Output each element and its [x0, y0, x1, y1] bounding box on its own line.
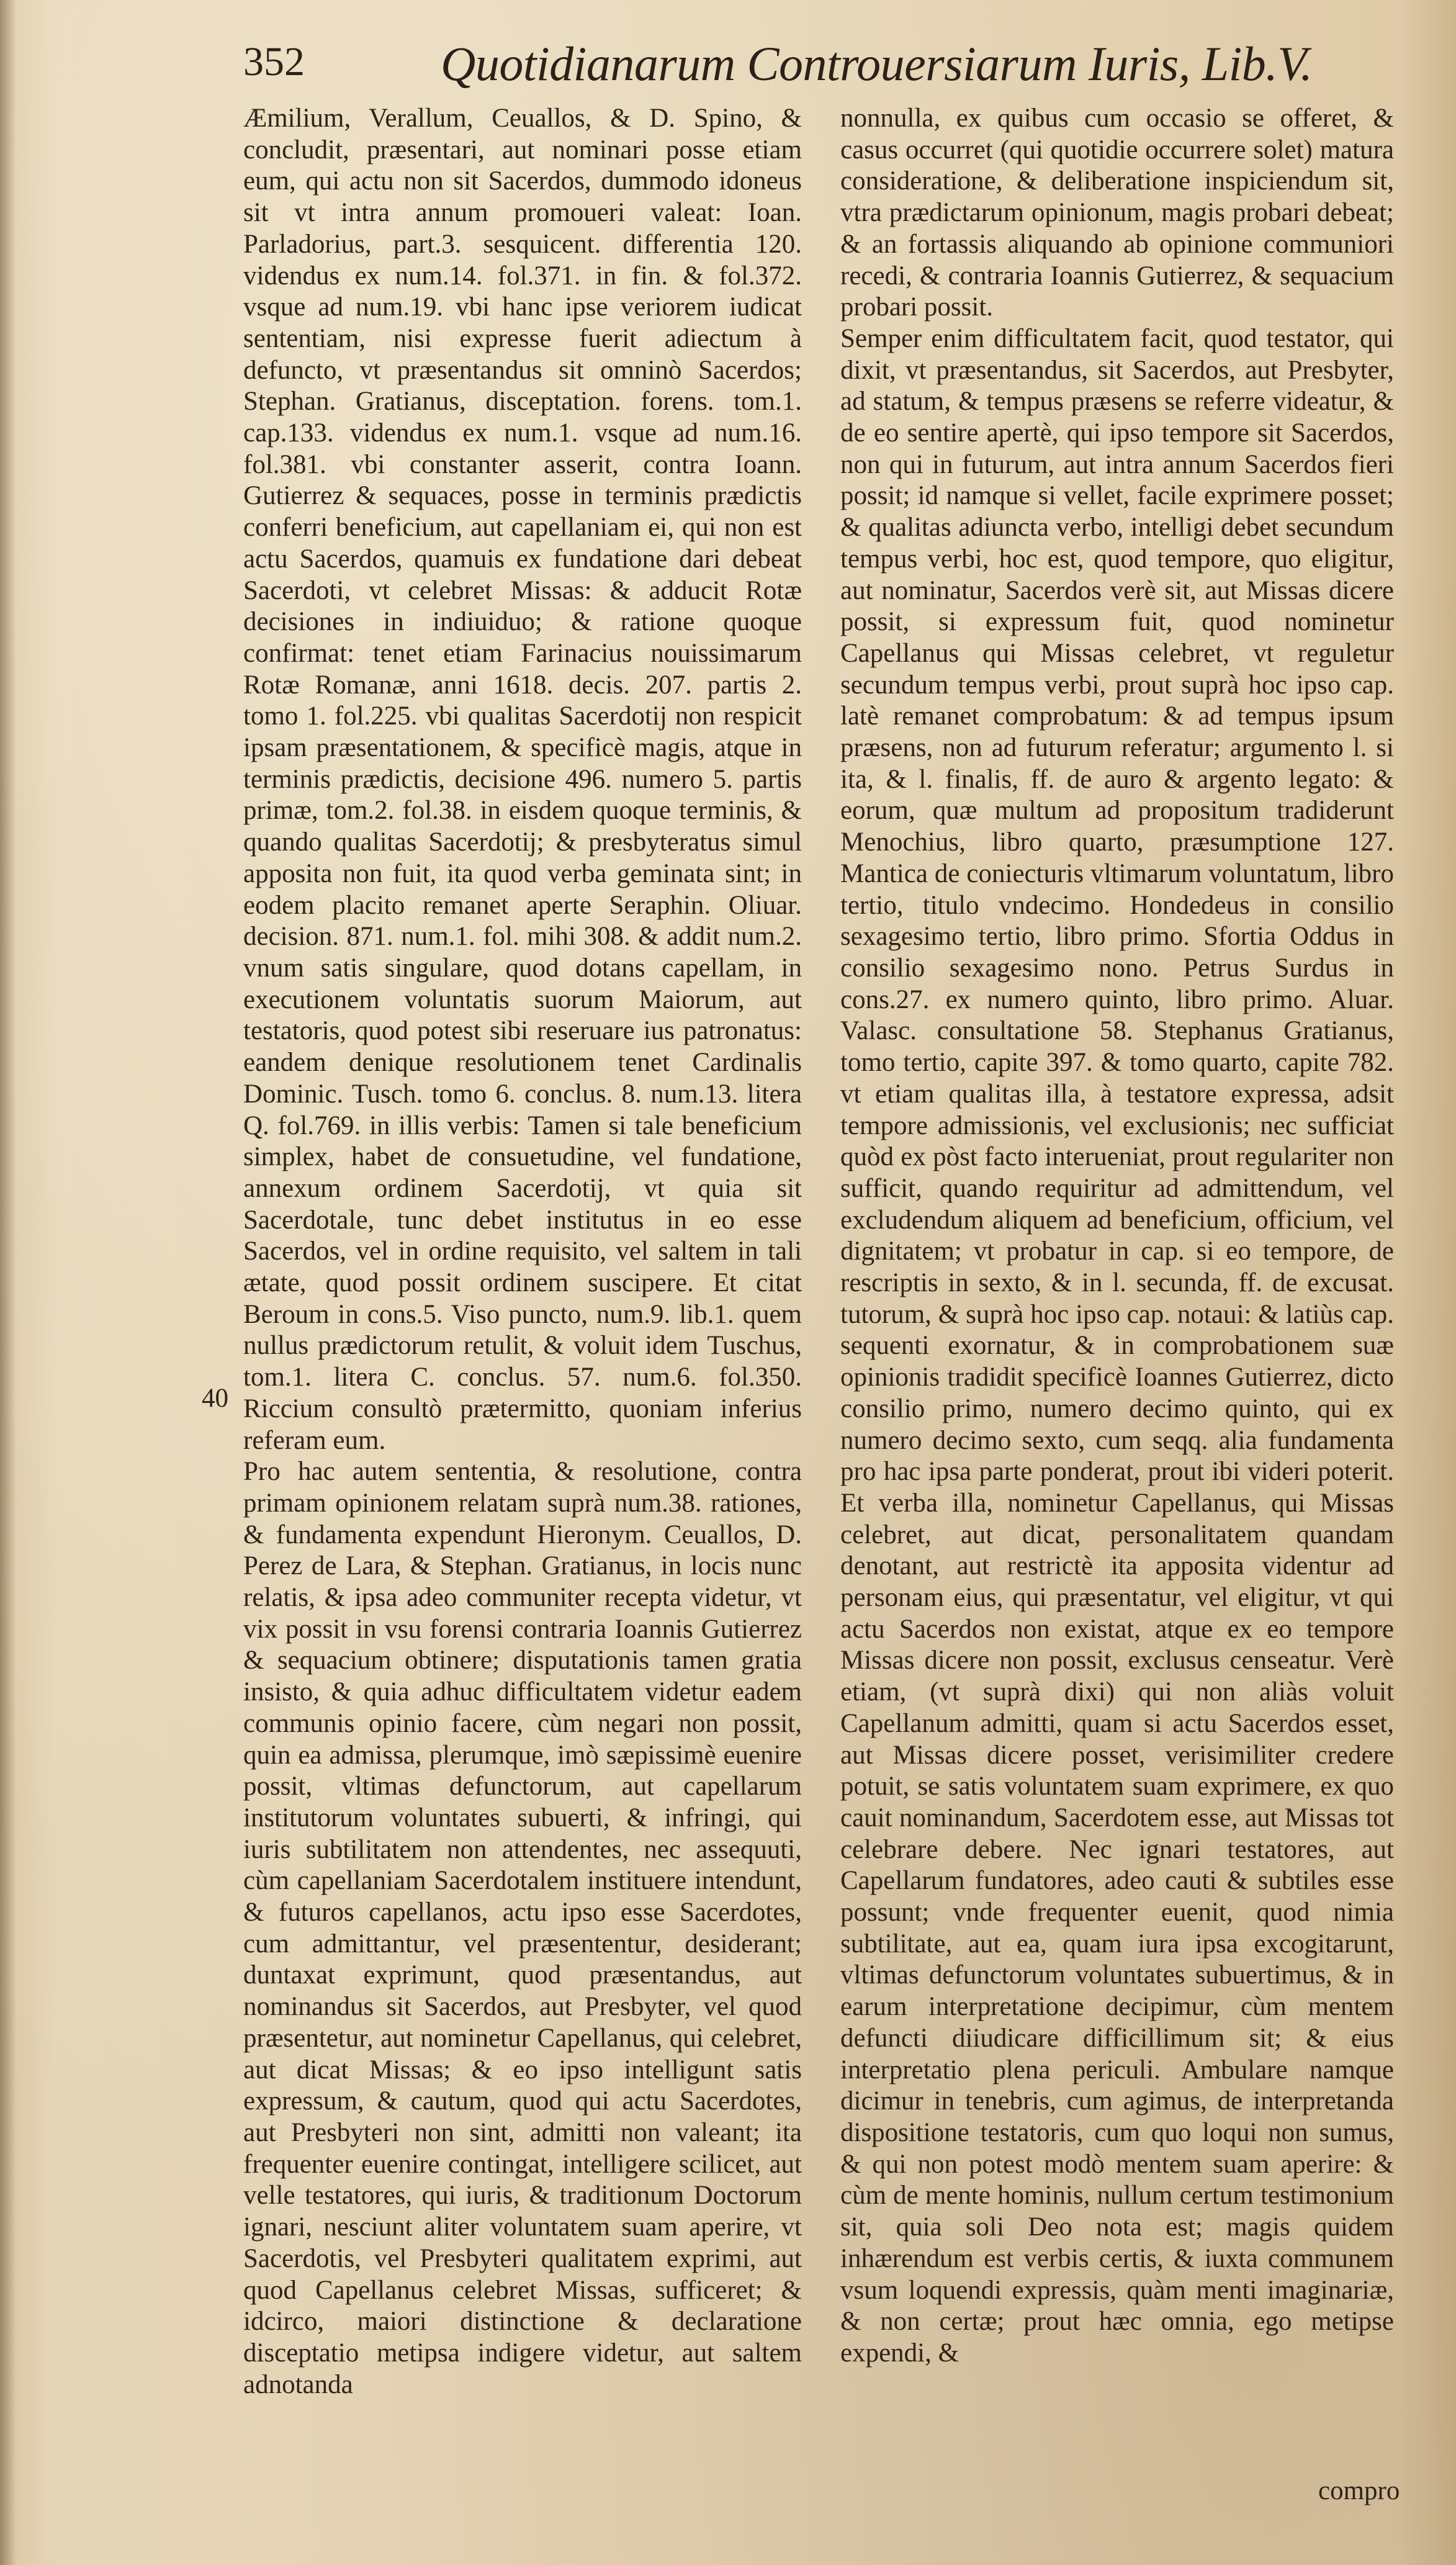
page-header — [243, 36, 1313, 98]
margin-number: 40 — [202, 1384, 228, 1413]
running-title: Quotidianarum Controuersiarum Iuris, Lib.V. — [441, 37, 1313, 91]
binding-gutter-shadow — [0, 0, 16, 2565]
right-paragraph-1: nonnulla, ex quibus cum occasio se offeret, & casus occurret (qui quotidie occurrere solet) matura consideratione, & deliberatione inspiciendum sit, vtra prædictarum opinionum, magis probari debeat; & an fortassis aliquando ab opinione communiori recedi, & contraria Ioannis Gutierrez, & sequacium probari possit. — [840, 104, 1394, 322]
left-paragraph-2: Pro hac autem sententia, & resolutione, contra primam opinionem relatam suprà num.38. rationes, & fundamenta expendunt Hieronym. Ceuallos, D. Perez de Lara, & Stephan. Gratianus, in locis nunc relatis, & ipsa adeo communiter recepta videtur, vt vix possit in vsu forensi contraria Ioannis Gutierrez & sequacium obtinere; disputationis tamen gratia insisto, & quia adhuc difficultatem videtur eadem communis opinio facere, cùm negari non possit, quin ea admissa, plerumque, imò sæpissimè euenire possit, vltimas defunctorum, aut capellarum institutorum voluntates subuerti, & infringi, qui iuris subtilitatem non attendentes, nec assequuti, cùm capellaniam Sacerdotalem instituere intendunt, & futuros capellanos, actu ipso esse Sacerdotes, cum admittantur, vel præsententur, desiderant; duntaxat exprimunt, quod præsentandus, aut nominandus sit Sacerdos, aut Presbyter, vel quod præsentetur, aut nominetur Capellanus, qui celebret, aut dicat Missas; & eo ipso intelligunt satis expressum, & cautum, quod qui actu Sacerdotes, aut Presbyteri non sint, admitti non valeant; ita frequenter euenire contingat, intelligere scilicet, aut velle testatores, qui iuris, & traditionum Doctorum ignari, nesciunt aliter voluntatem suam aperire, vt Sacerdotis, vel Presbyteri qualitatem exprimi, aut quod Capellanus celebret Missas, sufficeret; & idcirco, maiori distinctione & declaratione disceptatio metipsa indigere videtur, aut saltem adnotanda — [243, 1457, 802, 2399]
left-paragraph-1: Æmilium, Verallum, Ceuallos, & D. Spino, & concludit, præsentari, aut nominari posse etiam eum, qui actu non sit Sacerdos, dummodo idoneus sit vt intra annum promoueri valeat: Ioan. Parladorius, part.3. sesquicent. differentia 120. videndus ex num.14. fol.371. in fin. & fol.372. vsque ad num.19. vbi hanc ipse veriorem iudicat sententiam, nisi expresse fuerit adiectum à defuncto, vt præsentandus sit omninò Sacerdos; Stephan. Gratianus, disceptation. forens. tom.1. cap.133. videndus ex num.1. vsque ad num.16. fol.381. vbi constanter asserit, contra Ioann. Gutierrez & sequaces, posse in terminis prædictis conferri beneficium, aut capellaniam ei, qui non est actu Sacerdos, quamuis ex fundatione dari debeat Sacerdoti, vt celebret Missas: & adducit Rotæ decisiones in indiuiduo; & ratione quoque confirmat: tenet etiam Farinacius nouissimarum Rotæ Romanæ, anni 1618. decis. 207. partis 2. tomo 1. fol.225. vbi qualitas Sacerdotij non respicit ipsam præsentationem, & specificè magis, atque in terminis prædictis, decisione 496. numero 5. partis primæ, tom.2. fol.38. in eisdem quoque terminis, & quando qualitas Sacerdotij; & presbyteratus simul apposita non fuit, ita quod verba geminata sint; in eodem placito remanet aperte Seraphin. Oliuar. decision. 871. num.1. fol. mihi 308. & addit num.2. vnum satis singulare, quod dotans capellam, in executionem voluntatis suorum Maiorum, aut testatoris, quod potest sibi reseruare ius patronatus: eandem denique resolutionem tenet Cardinalis Dominic. Tusch. tomo 6. conclus. 8. num.13. litera Q. fol.769. in illis verbis: Tamen si tale beneficium simplex, habet de consuetudine, vel fundatione, annexum ordinem Sacerdotij, vt quia sit Sacerdotale, tunc debet institutus in eo esse Sacerdos, vel in ordine requisito, vel saltem in tali ætate, quod possit ordinem suscipere. Et citat Beroum in cons.5. Viso puncto, num.9. lib.1. quem nullus prædictorum retulit, & voluit idem Tuschus, tom.1. litera C. conclus. 57. num.6. fol.350. Riccium consultò prætermitto, quoniam inferius referam eum. — [243, 104, 802, 1455]
right-text-column — [840, 103, 1394, 2369]
left-text-column — [243, 103, 802, 2400]
catchword: compro — [1318, 2476, 1400, 2505]
right-paragraph-2: Semper enim difficultatem facit, quod testator, qui dixit, vt præsentandus, sit Sacerdos, aut Presbyter, ad statum, & tempus præsens se referre videatur, & de eo sentire apertè, qui ipso tempore sit Sacerdos, non qui in futurum, aut intra annum Sacerdos fieri possit; id namque si vellet, facile exprimere posset; & qualitas adiuncta verbo, intelligi debet secundum tempus verbi, hoc est, quod tempore, quo eligitur, aut nominatur, Sacerdos verè sit, aut Missas dicere possit, si expressum fuit, quod nominetur Capellanus qui Missas celebret, vt reguletur secundum tempus verbi, prout suprà hoc ipso cap. latè remanet comprobatum: & ad tempus ipsum præsens, non ad futurum referatur; argumento l. si ita, & l. finalis, ff. de auro & argento legato: & eorum, quæ multum ad propositum tradiderunt Menochius, libro quarto, præsumptione 127. Mantica de coniecturis vltimarum voluntatum, libro tertio, titulo vndecimo. Hondedeus in consilio sexagesimo tertio, libro primo. Sfortia Oddus in consilio sexagesimo nono. Petrus Surdus in cons.27. ex numero quinto, libro primo. Aluar. Valasc. consultatione 58. Stephanus Gratianus, tomo tertio, capite 397. & tomo quarto, capite 782. vt etiam qualitas illa, à testatore expressa, adsit tempore admissionis, vel exclusionis; nec sufficiat quòd ex pòst facto interueniat, prout regulariter non sufficit, quando requiritur ad admittendum, vel excludendum aliquem ad beneficium, officium, vel dignitatem; vt probatur in cap. si eo tempore, de rescriptis in sexto, & in l. secunda, ff. de excusat. tutorum, & suprà hoc ipso cap. notaui: & latiùs cap. sequenti exornatur, & in comprobationem suæ opinionis tradidit specificè Ioannes Gutierrez, dicto consilio primo, numero decimo quinto, qui ex numero decimo sexto, cum seqq. alia fundamenta pro hac ipsa parte ponderat, prout ibi videri poterit. Et verba illa, nominetur Capellanus, qui Missas celebret, aut dicat, personalitatem quandam denotant, aut restrictè ita apposita videntur ad personam eius, qui præsentatur, vel eligitur, vt qui actu Sacerdos non existat, atque ex eo tempore Missas dicere non possit, exclusus censeatur. Verè etiam, (vt suprà dixi) qui non aliàs voluit Capellanum admitti, quam si actu Sacerdos esset, aut Missas dicere posset, verisimiliter credere potuit, se satis voluntatem suam exprimere, ex quo cauit nominandum, Sacerdotem esse, aut Missas tot celebrare debere. Nec ignari testatores, aut Capellarum fundatores, adeo cauti & subtiles esse possunt; vnde frequenter euenit, quod nimia subtilitate, aut ea, quam iura ipsa excogitarunt, vltimas defunctorum voluntates subuertimus, & in earum interpretatione decipimur, cùm mentem defuncti diiudicare difficillimum sit; & eius interpretatio plena periculi. Ambulare namque dicimur in tenebris, cum agimus, de interpretanda dispositione testatoris, cum quo loqui non sumus, & qui non potest modò mentem suam aperire: & cùm de mente hominis, nullum certum testimonium sit, quia soli Deo nota est; magis quidem inhærendum est verbis certis, & iuxta communem vsum loquendi expressis, quàm menti imaginariæ, & non certæ; prout hæc omnia, ego metipse expendi, & — [840, 323, 1394, 2368]
page-number: 352 — [243, 39, 305, 84]
